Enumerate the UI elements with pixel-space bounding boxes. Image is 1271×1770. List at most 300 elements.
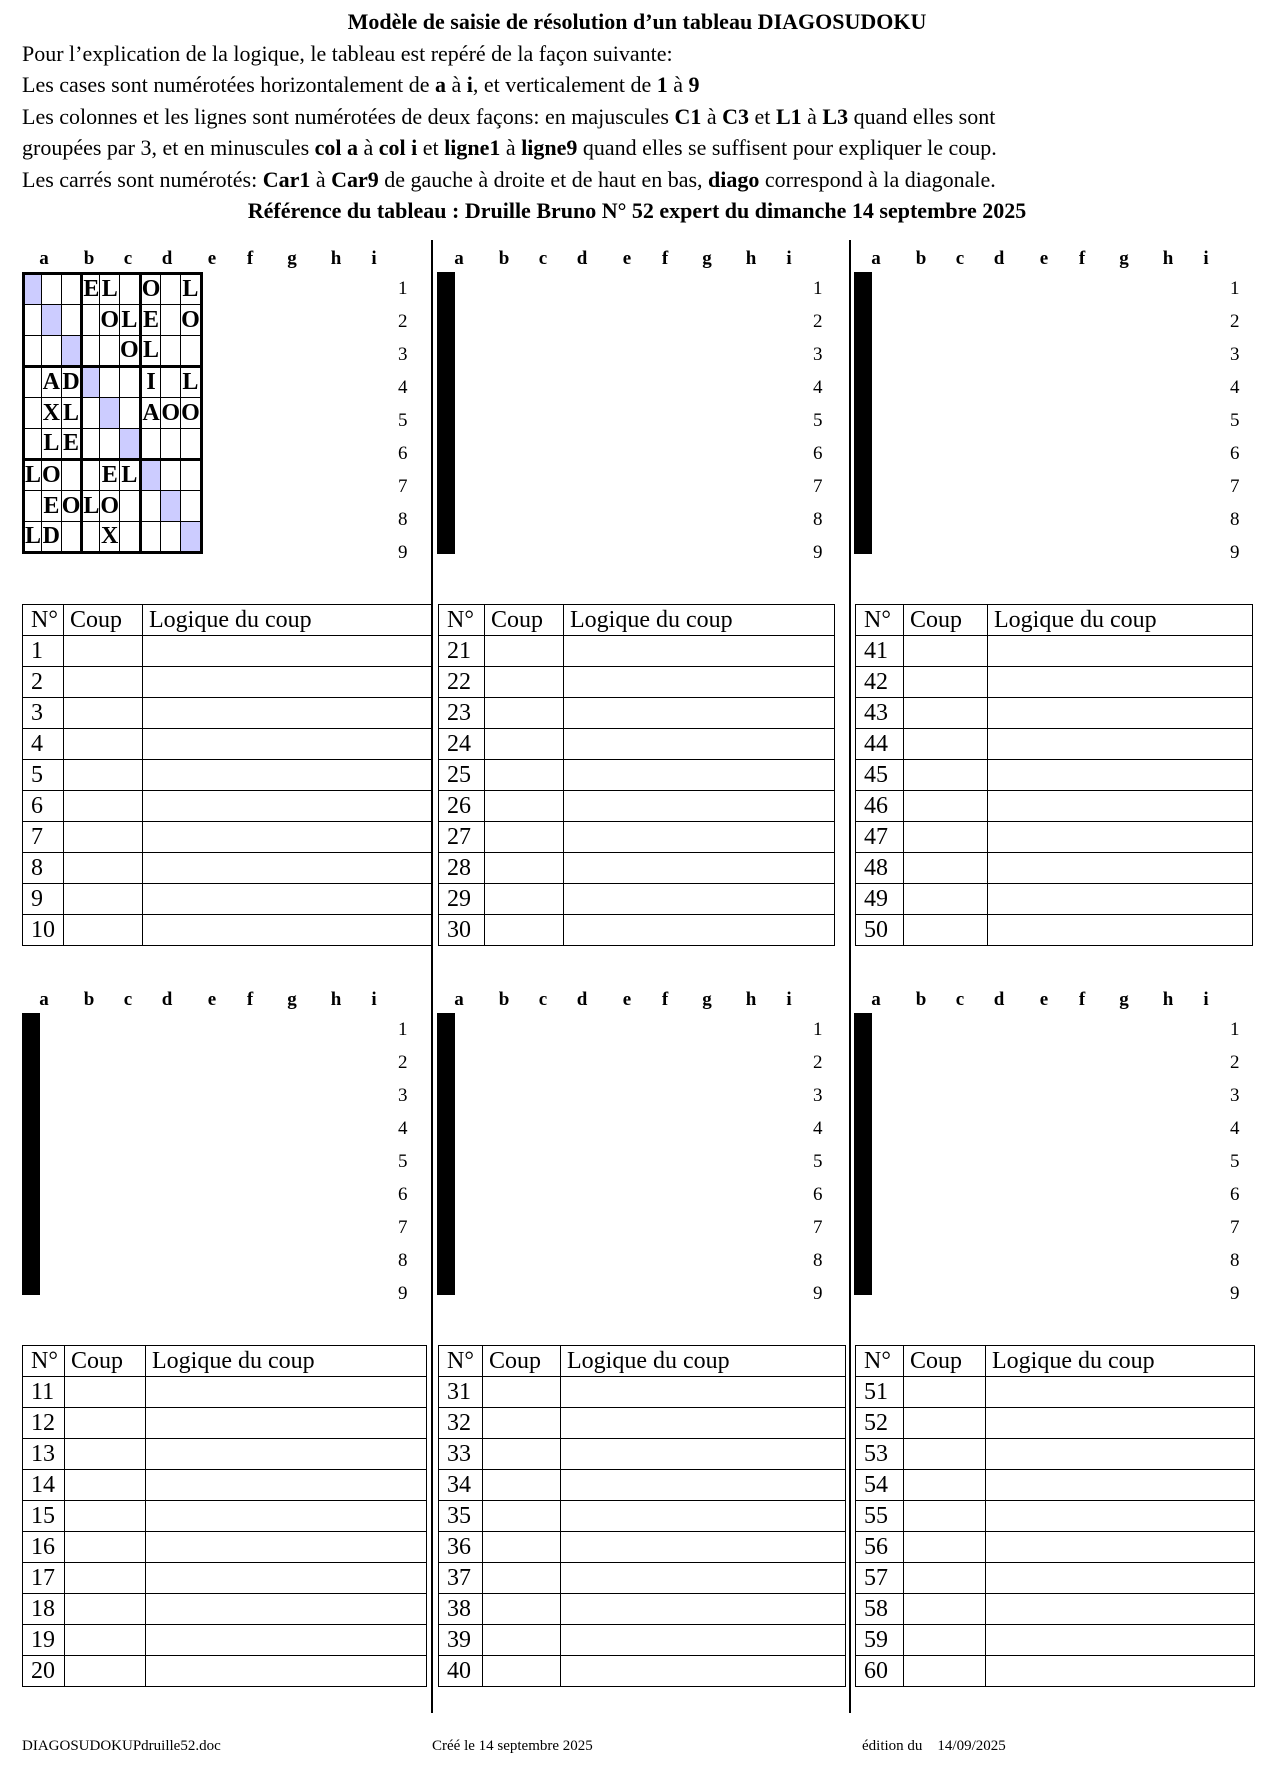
grid-cell[interactable]: L [120, 460, 141, 491]
log-logique-cell[interactable] [988, 667, 1253, 698]
row-number: 6 [398, 443, 408, 464]
grid-cell[interactable] [120, 398, 141, 429]
instruction-text: Les carrés sont numérotés: [22, 166, 263, 192]
column-letter: f [661, 248, 669, 269]
grid-cell[interactable] [869, 1077, 871, 1108]
grid-cell[interactable]: O [61, 491, 82, 522]
log-logique-cell[interactable] [143, 667, 432, 698]
grid-cell-diagonal[interactable] [100, 398, 120, 429]
log-logique-cell[interactable] [986, 1470, 1255, 1501]
grid-cell[interactable] [161, 274, 181, 305]
log-logique-cell[interactable] [986, 1625, 1255, 1656]
grid-cell-diagonal[interactable] [82, 367, 100, 398]
grid-cell[interactable]: A [140, 398, 161, 429]
grid-cell[interactable] [42, 336, 62, 367]
grid-cell[interactable] [869, 1046, 871, 1077]
log-coup-cell[interactable] [904, 1377, 986, 1408]
log-move-number: 26 [439, 791, 485, 822]
grid-cell-diagonal[interactable] [452, 522, 454, 553]
grid-cell[interactable]: E [100, 460, 120, 491]
log-logique-cell[interactable] [143, 698, 432, 729]
log-coup-cell[interactable] [904, 698, 988, 729]
log-logique-cell[interactable] [988, 915, 1253, 946]
grid-cell[interactable] [61, 522, 82, 553]
log-coup-cell[interactable] [483, 1594, 561, 1625]
grid-cell-diagonal[interactable] [452, 1263, 454, 1294]
log-coup-cell[interactable] [483, 1470, 561, 1501]
log-logique-cell[interactable] [988, 853, 1253, 884]
grid-cell[interactable]: L [61, 398, 82, 429]
grid-cell[interactable]: E [82, 274, 100, 305]
grid-cell[interactable]: O [42, 460, 62, 491]
log-logique-cell[interactable] [986, 1408, 1255, 1439]
log-move-number: 44 [856, 729, 904, 760]
log-coup-cell[interactable] [485, 791, 564, 822]
grid-cell[interactable] [37, 1170, 39, 1201]
log-coup-cell[interactable] [904, 1532, 986, 1563]
log-coup-cell[interactable] [485, 667, 564, 698]
grid-cell[interactable] [181, 491, 202, 522]
log-move-number: 52 [856, 1408, 904, 1439]
grid-cell[interactable] [869, 305, 871, 336]
log-logique-cell[interactable] [988, 822, 1253, 853]
log-coup-cell[interactable] [904, 667, 988, 698]
log-logique-cell[interactable] [143, 636, 432, 667]
grid-cell[interactable]: L [100, 274, 120, 305]
grid-cell[interactable] [82, 460, 100, 491]
grid-cell[interactable] [869, 1108, 871, 1139]
grid-cell[interactable] [82, 336, 100, 367]
grid-cell[interactable] [120, 491, 141, 522]
grid-cell[interactable]: X [42, 398, 62, 429]
log-logique-cell[interactable] [146, 1656, 427, 1687]
log-coup-cell[interactable] [485, 729, 564, 760]
log-logique-cell[interactable] [986, 1563, 1255, 1594]
log-coup-cell[interactable] [904, 1470, 986, 1501]
grid-cell[interactable]: I [140, 367, 161, 398]
row-number: 2 [398, 311, 408, 332]
grid-cell[interactable] [37, 1201, 39, 1232]
log-coup-cell[interactable] [64, 760, 143, 791]
log-coup-cell[interactable] [485, 915, 564, 946]
log-coup-cell[interactable] [904, 760, 988, 791]
log-logique-cell[interactable] [146, 1594, 427, 1625]
grid-cell[interactable] [37, 1232, 39, 1263]
log-row [439, 1563, 846, 1594]
grid-cell[interactable] [869, 1139, 871, 1170]
grid-cell[interactable]: L [82, 491, 100, 522]
log-coup-cell[interactable] [904, 1625, 986, 1656]
log-move-number: 39 [439, 1625, 483, 1656]
log-logique-cell[interactable] [564, 915, 835, 946]
instruction-text: à [500, 135, 522, 160]
grid-cell[interactable] [452, 429, 454, 460]
grid-cell[interactable] [161, 429, 181, 460]
log-row [23, 760, 432, 791]
log-move-number: 38 [439, 1594, 483, 1625]
grid-cell[interactable] [869, 336, 871, 367]
log-move-number: 3 [23, 698, 64, 729]
log-coup-cell[interactable] [64, 729, 143, 760]
log-logique-cell[interactable] [986, 1377, 1255, 1408]
grid-cell-diagonal[interactable] [140, 460, 161, 491]
grid-cell[interactable] [452, 1077, 454, 1108]
log-move-number: 8 [23, 853, 64, 884]
grid-cell[interactable] [161, 305, 181, 336]
log-move-number: 35 [439, 1501, 483, 1532]
grid-cell[interactable] [452, 367, 454, 398]
log-logique-cell[interactable] [143, 822, 432, 853]
instruction-text: quand elles se suffisent pour expliquer le coup. [577, 135, 997, 160]
grid-row [24, 1263, 39, 1294]
log-coup-cell[interactable] [64, 884, 143, 915]
log-coup-cell[interactable] [904, 729, 988, 760]
log-logique-cell[interactable] [146, 1563, 427, 1594]
grid-cell[interactable] [37, 1015, 39, 1046]
column-letter: c [538, 248, 548, 269]
instruction-text: i [466, 72, 473, 97]
grid-cell[interactable] [24, 429, 42, 460]
grid-cell[interactable]: D [61, 367, 82, 398]
log-coup-cell[interactable] [483, 1439, 561, 1470]
log-coup-cell[interactable] [904, 1594, 986, 1625]
grid-cell[interactable] [24, 367, 42, 398]
log-logique-cell[interactable] [146, 1439, 427, 1470]
column-letter: e [207, 989, 217, 1010]
grid-cell[interactable]: O [140, 274, 161, 305]
column-letter: e [1039, 989, 1049, 1010]
grid-cell[interactable] [869, 460, 871, 491]
grid-cell[interactable] [452, 491, 454, 522]
grid-cell[interactable] [869, 429, 871, 460]
grid-cell[interactable]: O [100, 491, 120, 522]
log-logique-cell[interactable] [146, 1501, 427, 1532]
grid-cell[interactable] [82, 429, 100, 460]
log-logique-cell[interactable] [561, 1563, 846, 1594]
log-logique-cell[interactable] [143, 729, 432, 760]
grid-cell[interactable] [181, 336, 202, 367]
grid-row [24, 1170, 39, 1201]
log-logique-cell[interactable] [988, 760, 1253, 791]
grid-cell[interactable] [100, 429, 120, 460]
grid-cell[interactable] [140, 491, 161, 522]
log-coup-cell[interactable] [485, 884, 564, 915]
column-letter: h [745, 989, 757, 1010]
grid-cell[interactable] [161, 336, 181, 367]
grid-cell[interactable] [452, 1201, 454, 1232]
log-logique-cell[interactable] [561, 1408, 846, 1439]
log-coup-cell[interactable] [904, 791, 988, 822]
grid-cell[interactable] [24, 305, 42, 336]
grid-cell-diagonal[interactable] [161, 491, 181, 522]
grid-cell[interactable] [452, 1108, 454, 1139]
log-coup-cell[interactable] [64, 822, 143, 853]
log-coup-cell[interactable] [65, 1656, 146, 1687]
grid-cell[interactable] [140, 522, 161, 553]
grid-cell[interactable]: A [42, 367, 62, 398]
log-coup-cell[interactable] [483, 1532, 561, 1563]
column-letter: f [246, 248, 254, 269]
grid-cell[interactable]: O [181, 398, 202, 429]
log-coup-cell[interactable] [485, 822, 564, 853]
log-logique-cell[interactable] [143, 915, 432, 946]
log-coup-cell[interactable] [64, 915, 143, 946]
footer-filename: DIAGOSUDOKUPdruille52.doc [22, 1738, 221, 1754]
grid-cell[interactable]: D [42, 522, 62, 553]
log-coup-cell[interactable] [65, 1408, 146, 1439]
grid-cell[interactable] [37, 1139, 39, 1170]
log-coup-cell[interactable] [483, 1563, 561, 1594]
row-number: 4 [813, 377, 823, 398]
column-letter: c [123, 989, 133, 1010]
grid-cell[interactable] [181, 429, 202, 460]
log-logique-cell[interactable] [564, 667, 835, 698]
log-logique-cell[interactable] [564, 636, 835, 667]
grid-cell[interactable]: O [120, 336, 141, 367]
grid-cell[interactable] [42, 274, 62, 305]
grid-cell[interactable] [869, 1201, 871, 1232]
log-logique-cell[interactable] [988, 698, 1253, 729]
log-move-number: 11 [23, 1377, 65, 1408]
log-coup-cell[interactable] [65, 1377, 146, 1408]
log-logique-cell[interactable] [564, 822, 835, 853]
grid-cell-diagonal[interactable] [42, 305, 62, 336]
log-coup-cell[interactable] [904, 1656, 986, 1687]
grid-cell[interactable] [181, 460, 202, 491]
log-coup-cell[interactable] [904, 822, 988, 853]
log-logique-cell[interactable] [561, 1594, 846, 1625]
log-logique-cell[interactable] [143, 760, 432, 791]
log-row [439, 1439, 846, 1470]
grid-cell[interactable] [24, 491, 42, 522]
log-coup-cell[interactable] [904, 915, 988, 946]
log-logique-cell[interactable] [561, 1377, 846, 1408]
grid-cell-diagonal[interactable] [120, 429, 141, 460]
grid-cell[interactable] [869, 1170, 871, 1201]
grid-cell[interactable] [120, 522, 141, 553]
grid-cell[interactable]: O [181, 305, 202, 336]
log-coup-cell[interactable] [483, 1501, 561, 1532]
column-letter: a [39, 248, 49, 269]
log-logique-cell[interactable] [146, 1625, 427, 1656]
log-coup-cell[interactable] [904, 1408, 986, 1439]
log-header-logique: Logique du coup [146, 1346, 427, 1377]
log-coup-cell[interactable] [483, 1408, 561, 1439]
log-coup-cell[interactable] [64, 791, 143, 822]
log-row [856, 636, 1253, 667]
row-number: 7 [1230, 476, 1240, 497]
grid-cell[interactable] [452, 460, 454, 491]
log-coup-cell[interactable] [904, 1563, 986, 1594]
grid-cell[interactable] [82, 522, 100, 553]
log-row [439, 760, 835, 791]
log-coup-cell[interactable] [64, 698, 143, 729]
grid-cell[interactable] [61, 460, 82, 491]
grid-row [439, 429, 454, 460]
column-letter: g [287, 989, 297, 1010]
grid-cell[interactable] [100, 367, 120, 398]
log-move-number: 28 [439, 853, 485, 884]
log-logique-cell[interactable] [146, 1532, 427, 1563]
log-logique-cell[interactable] [561, 1532, 846, 1563]
column-letter: d [576, 989, 588, 1010]
log-coup-cell[interactable] [65, 1563, 146, 1594]
instruction-text: à [701, 103, 723, 129]
log-coup-cell[interactable] [904, 853, 988, 884]
grid-row [439, 1046, 454, 1077]
log-coup-cell[interactable] [65, 1594, 146, 1625]
grid-cell[interactable]: L [120, 305, 141, 336]
log-logique-cell[interactable] [564, 791, 835, 822]
grid-cell[interactable] [82, 398, 100, 429]
row-number: 6 [813, 1184, 823, 1205]
log-logique-cell[interactable] [988, 729, 1253, 760]
log-logique-cell[interactable] [561, 1470, 846, 1501]
instruction-text: à [310, 166, 332, 192]
log-logique-cell[interactable] [561, 1625, 846, 1656]
log-coup-cell[interactable] [904, 1439, 986, 1470]
log-coup-cell[interactable] [485, 760, 564, 791]
row-number: 6 [813, 443, 823, 464]
grid-cell-diagonal[interactable] [37, 1263, 39, 1294]
log-logique-cell[interactable] [564, 760, 835, 791]
grid-cell[interactable] [24, 398, 42, 429]
log-row [23, 915, 432, 946]
grid-cell[interactable]: L [181, 367, 202, 398]
grid-cell[interactable] [120, 274, 141, 305]
log-move-number: 37 [439, 1563, 483, 1594]
grid-cell[interactable] [120, 367, 141, 398]
grid-cell[interactable]: O [161, 398, 181, 429]
grid-cell[interactable] [37, 1046, 39, 1077]
grid-cell[interactable] [869, 1015, 871, 1046]
row-number: 7 [813, 1217, 823, 1238]
log-logique-cell[interactable] [986, 1501, 1255, 1532]
log-logique-cell[interactable] [564, 853, 835, 884]
log-coup-cell[interactable] [64, 853, 143, 884]
grid-cell[interactable] [869, 1232, 871, 1263]
grid-cell[interactable] [452, 336, 454, 367]
grid-cell[interactable]: L [140, 336, 161, 367]
log-coup-cell[interactable] [904, 1501, 986, 1532]
log-header-logique: Logique du coup [988, 605, 1253, 636]
grid-cell-diagonal[interactable] [181, 522, 202, 553]
grid-cell[interactable]: E [140, 305, 161, 336]
log-logique-cell[interactable] [561, 1501, 846, 1532]
log-logique-cell[interactable] [564, 729, 835, 760]
log-coup-cell[interactable] [65, 1532, 146, 1563]
grid-cell[interactable] [869, 274, 871, 305]
log-logique-cell[interactable] [143, 791, 432, 822]
grid-cell[interactable]: E [61, 429, 82, 460]
grid-cell[interactable] [100, 336, 120, 367]
grid-cell[interactable] [869, 491, 871, 522]
grid-cell[interactable] [869, 367, 871, 398]
grid-cell[interactable] [37, 1108, 39, 1139]
grid-cell[interactable] [61, 305, 82, 336]
grid-cell-diagonal[interactable] [869, 522, 871, 553]
grid-cell[interactable]: O [100, 305, 120, 336]
log-row [439, 1470, 846, 1501]
log-logique-cell[interactable] [146, 1408, 427, 1439]
log-logique-cell[interactable] [146, 1377, 427, 1408]
grid-cell[interactable] [61, 274, 82, 305]
log-coup-cell[interactable] [483, 1377, 561, 1408]
log-coup-cell[interactable] [483, 1625, 561, 1656]
log-logique-cell[interactable] [564, 884, 835, 915]
grid-cell[interactable] [452, 274, 454, 305]
log-logique-cell[interactable] [988, 636, 1253, 667]
log-logique-cell[interactable] [986, 1656, 1255, 1687]
log-coup-cell[interactable] [485, 636, 564, 667]
grid-cell[interactable] [24, 336, 42, 367]
grid-cell[interactable] [869, 398, 871, 429]
log-logique-cell[interactable] [988, 884, 1253, 915]
grid-cell[interactable] [452, 398, 454, 429]
log-logique-cell[interactable] [561, 1656, 846, 1687]
grid-cell[interactable]: L [24, 522, 42, 553]
grid-cell-diagonal[interactable] [61, 336, 82, 367]
grid-cell[interactable]: X [100, 522, 120, 553]
log-coup-cell[interactable] [65, 1439, 146, 1470]
row-number: 7 [813, 476, 823, 497]
grid-cell-diagonal[interactable] [869, 1263, 871, 1294]
log-logique-cell[interactable] [143, 884, 432, 915]
grid-cell[interactable]: L [181, 274, 202, 305]
log-coup-cell[interactable] [65, 1470, 146, 1501]
log-coup-cell[interactable] [485, 853, 564, 884]
log-logique-cell[interactable] [564, 698, 835, 729]
grid-cell[interactable] [161, 460, 181, 491]
grid-cell[interactable] [37, 1077, 39, 1108]
grid-cell[interactable] [452, 1046, 454, 1077]
log-logique-cell[interactable] [986, 1594, 1255, 1625]
grid-cell[interactable] [452, 305, 454, 336]
log-coup-cell[interactable] [485, 698, 564, 729]
log-logique-cell[interactable] [143, 853, 432, 884]
log-coup-cell[interactable] [483, 1656, 561, 1687]
log-move-number: 12 [23, 1408, 65, 1439]
log-row [439, 853, 835, 884]
log-coup-cell[interactable] [65, 1625, 146, 1656]
grid-cell[interactable] [161, 522, 181, 553]
log-logique-cell[interactable] [986, 1532, 1255, 1563]
log-logique-cell[interactable] [988, 791, 1253, 822]
grid-cell[interactable]: L [24, 460, 42, 491]
log-logique-cell[interactable] [146, 1470, 427, 1501]
log-coup-cell[interactable] [904, 636, 988, 667]
grid-cell[interactable] [82, 305, 100, 336]
log-header-num: N° [439, 605, 485, 636]
log-coup-cell[interactable] [904, 884, 988, 915]
grid-cell[interactable] [161, 367, 181, 398]
grid-cell[interactable] [452, 1015, 454, 1046]
grid-cell-diagonal[interactable] [24, 274, 42, 305]
grid-cell[interactable]: E [42, 491, 62, 522]
log-coup-cell[interactable] [64, 636, 143, 667]
grid-cell[interactable]: L [42, 429, 62, 460]
grid-cell[interactable] [452, 1232, 454, 1263]
log-logique-cell[interactable] [561, 1439, 846, 1470]
log-logique-cell[interactable] [986, 1439, 1255, 1470]
grid-cell[interactable] [140, 429, 161, 460]
page-title: Modèle de saisie de résolution d’un tableau DIAGOSUDOKU [347, 9, 927, 34]
grid-cell[interactable] [452, 1139, 454, 1170]
move-log-table [855, 1345, 1255, 1687]
grid-cell[interactable] [452, 1170, 454, 1201]
log-coup-cell[interactable] [64, 667, 143, 698]
log-coup-cell[interactable] [65, 1501, 146, 1532]
